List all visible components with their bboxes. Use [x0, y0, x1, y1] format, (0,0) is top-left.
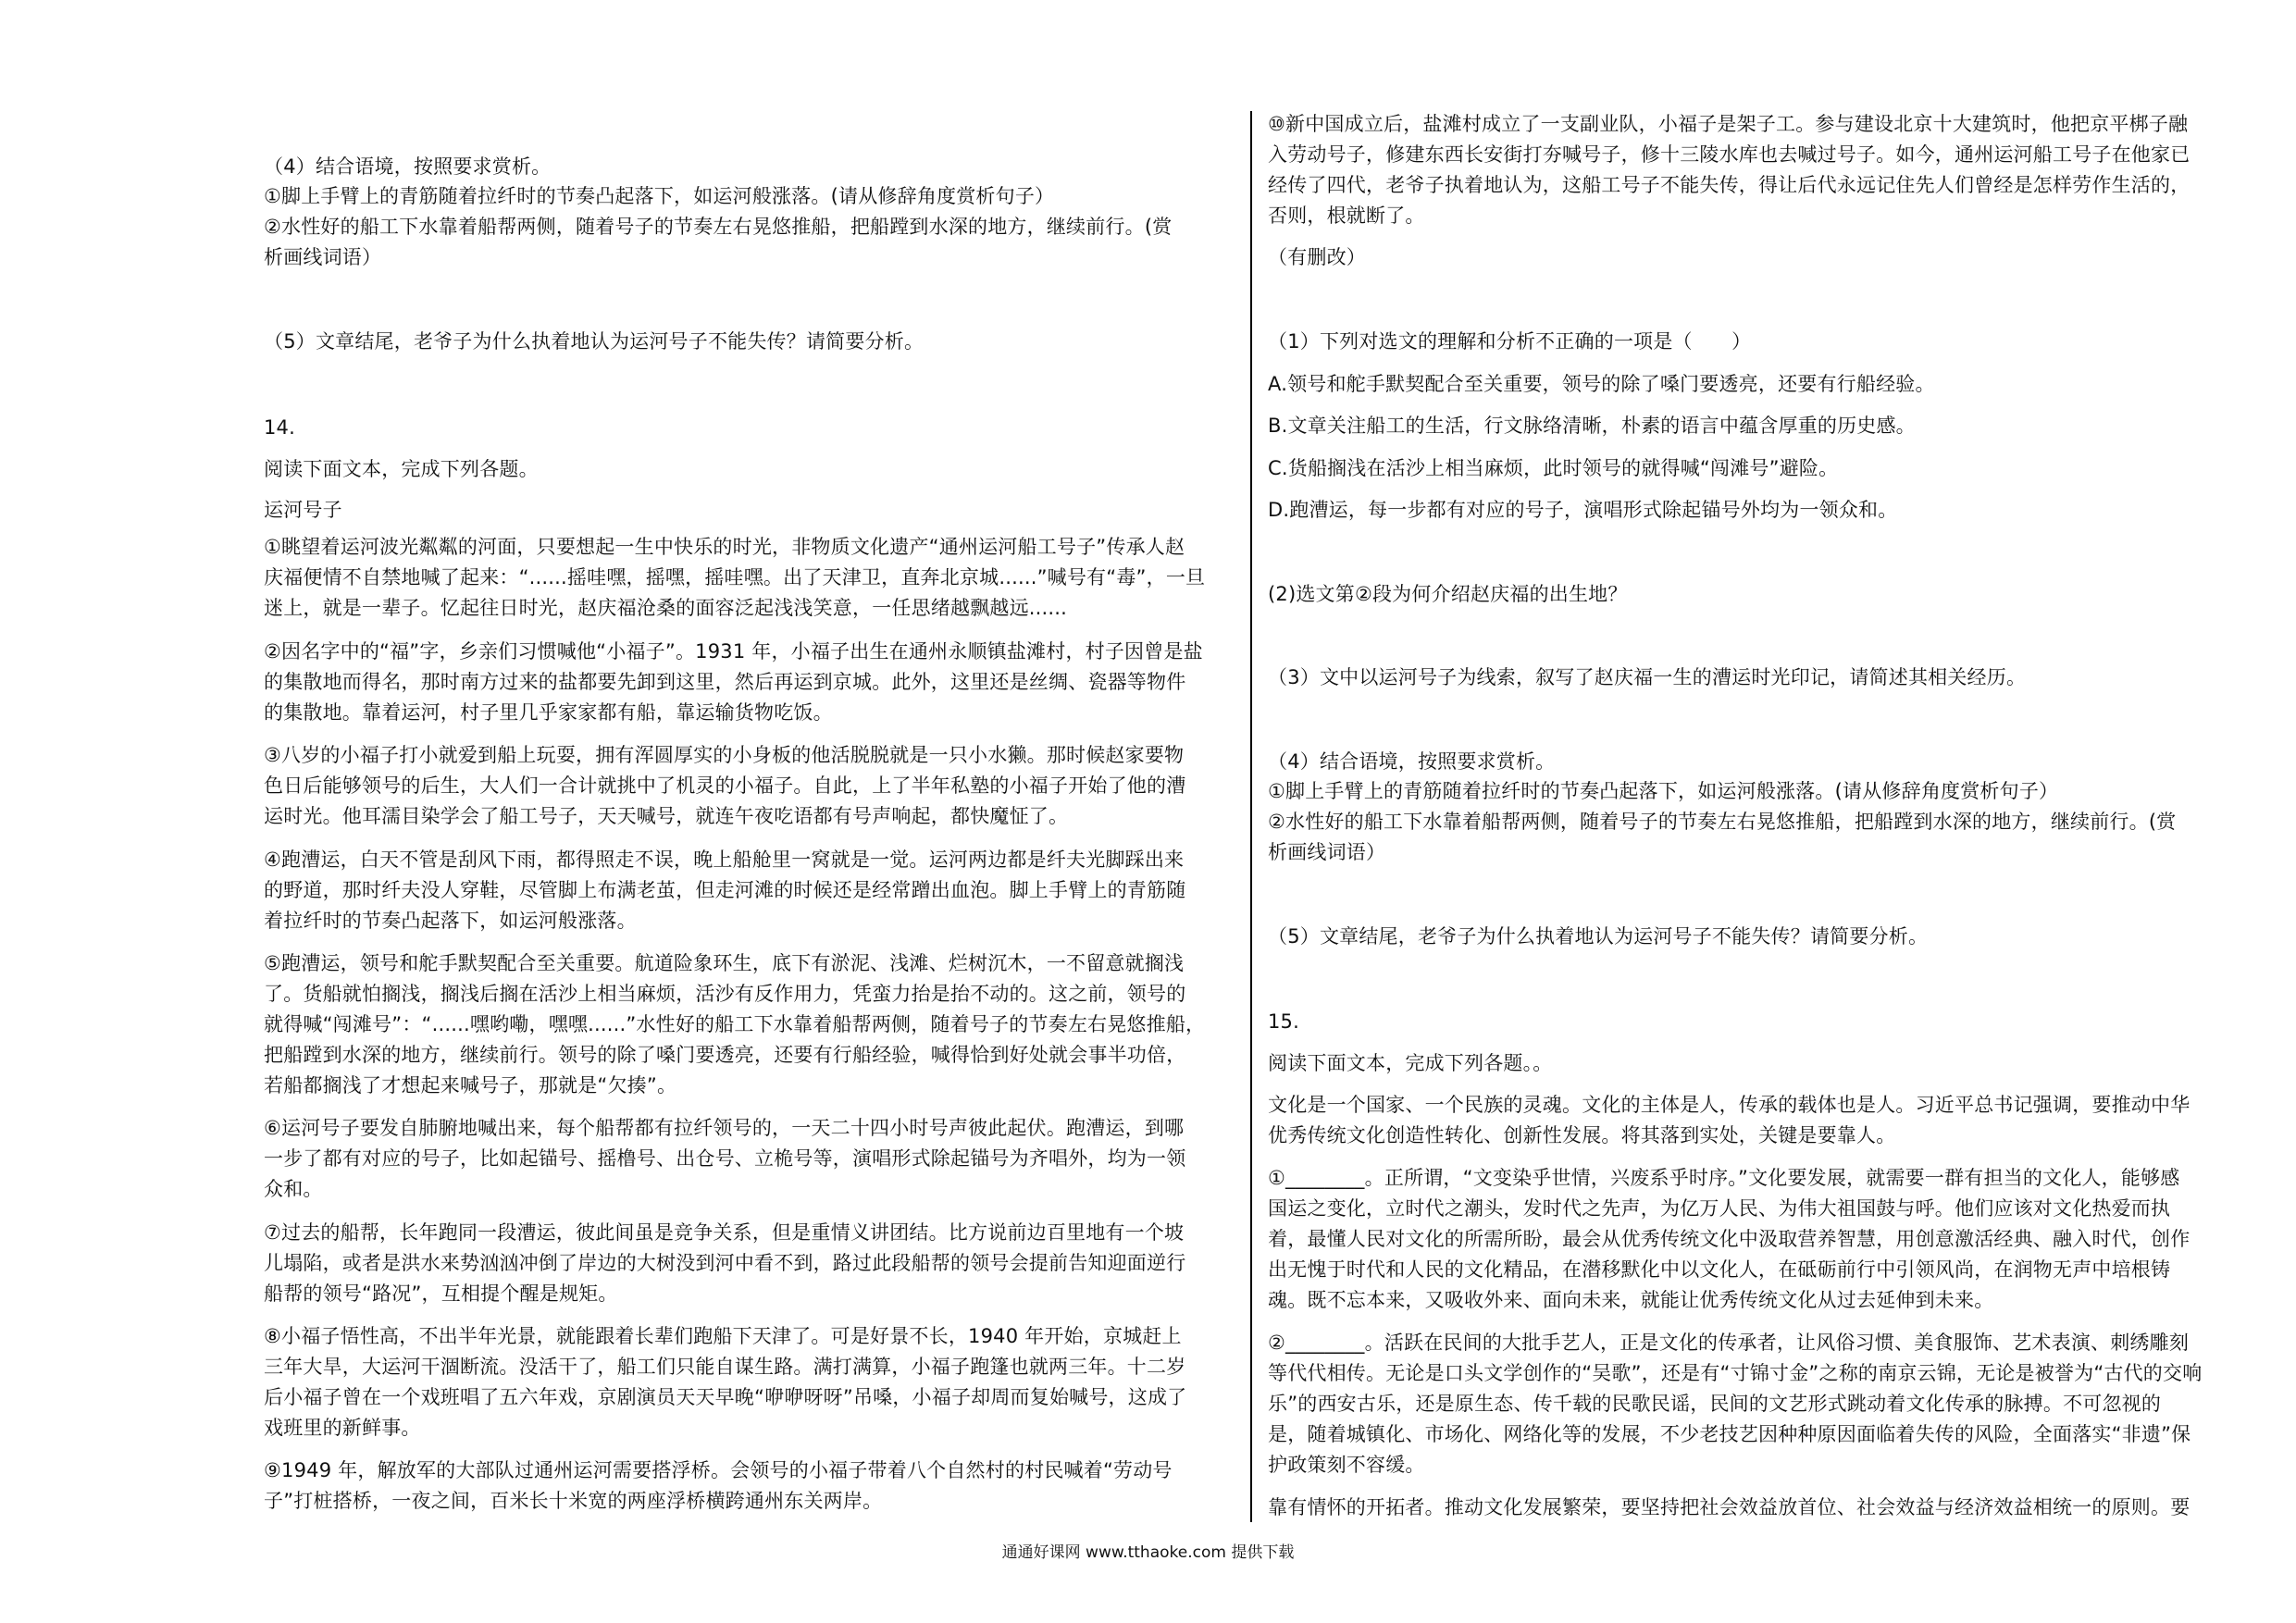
text-line: （3）文中以运河号子为线索，叙写了赵庆福一生的漕运时光印记，请简述其相关经历。 — [1268, 666, 2027, 688]
text-line: 一步了都有对应的号子，比如起锚号、摇橹号、出仓号、立桅号等，演唱形式除起锚号为齐唱外，均为一领 — [264, 1147, 1186, 1170]
text-line: 迷上，就是一辈子。忆起往日时光，赵庆福沧桑的面容泛起浅浅笑意，一任思绪越飘越远...... — [264, 597, 1068, 619]
text-line: ③八岁的小福子打小就爱到船上玩耍，拥有浑圆厚实的小身板的他活脱脱就是一只小水獭。那时候赵家要物 — [264, 744, 1185, 766]
text-line: 色日后能够领号的后生，大人们一合计就挑中了机灵的小福子。自此，上了半年私塾的小福子开始了他的漕 — [264, 774, 1186, 797]
text-line: 若船都搁浅了才想起来喊号子，那就是“欠揍”。 — [264, 1074, 677, 1096]
text-line: 文化是一个国家、一个民族的灵魂。文化的主体是人，传承的载体也是人。习近平总书记强调，要推动中华 — [1268, 1094, 2191, 1116]
text-line: （4）结合语境，按照要求赏析。 — [1268, 750, 1556, 773]
text-line: （5）文章结尾，老爷子为什么执着地认为运河号子不能失传？请简要分析。 — [264, 330, 925, 353]
text-line: 等代代相传。无论是口头文学创作的“吴歌”，还是有“寸锦寸金”之称的南京云锦，无论是被誉为“古代的交响 — [1268, 1362, 2203, 1384]
text-line: 子”打桩搭桥，一夜之间，百米长十米宽的两座浮桥横跨通州东关两岸。 — [264, 1490, 883, 1512]
text-line: A.领号和舵手默契配合至关重要，领号的除了嗓门要透亮，还要有行船经验。 — [1268, 373, 1935, 395]
text-line: ①脚上手臂上的青筋随着拉纤时的节奏凸起落下，如运河般涨落。(请从修辞角度赏析句子） — [264, 185, 1055, 207]
text-line: 的野道，那时纤夫没人穿鞋，尽管脚上布满老茧，但走河滩的时候还是经常蹭出血泡。脚上手臂上的青筋随 — [264, 879, 1186, 901]
text-line: （4）结合语境，按照要求赏析。 — [264, 155, 552, 178]
text-line: ⑦过去的船帮，长年跑同一段漕运，彼此间虽是竞争关系，但是重情义讲团结。比方说前边百里地有一个坡 — [264, 1221, 1185, 1244]
text-line: ⑧小福子悟性高，不出半年光景，就能跟着长辈们跑船下天津了。可是好景不长，1940 年开始，京城赶上 — [264, 1325, 1182, 1347]
text-line: 儿塌陷，或者是洪水来势汹汹冲倒了岸边的大树没到河中看不到，路过此段船帮的领号会提前告知迎面逆行 — [264, 1252, 1186, 1274]
text-line: 运河号子 — [264, 499, 342, 521]
text-line: 运时光。他耳濡目染学会了船工号子，天天喊号，就连午夜吃语都有号声响起，都快魔怔了。 — [264, 805, 1069, 827]
text-line: ⑩新中国成立后，盐滩村成立了一支副业队，小福子是架子工。参与建设北京十大建筑时，他把京平梆子融 — [1268, 113, 2189, 135]
text-line: 出无愧于时代和人民的文化精品，在潜移默化中以文化人，在砥砺前行中引领风尚，在润物无声中培根铸 — [1268, 1258, 2171, 1281]
text-line: 阅读下面文本，完成下列各题。。 — [1268, 1052, 1553, 1074]
text-line: 众和。 — [264, 1178, 323, 1200]
text-line: 着拉纤时的节奏凸起落下，如运河般涨落。 — [264, 910, 637, 932]
text-line: 阅读下面文本，完成下列各题。 — [264, 458, 539, 480]
text-line: 船帮的领号“路况”，互相提个醒是规矩。 — [264, 1282, 618, 1305]
text-line: （有删改） — [1268, 246, 1366, 268]
text-line: 着，最懂人民对文化的所需所盼，最会从优秀传统文化中汲取营养智慧，用创意激活经典、融入时代，创作 — [1268, 1228, 2191, 1250]
text-line: ②水性好的船工下水靠着船帮两侧，随着号子的节奏左右晃悠推船，把船蹚到水深的地方，继续前行。(赏 — [1268, 811, 2177, 833]
text-line: 魂。既不忘本来，又吸收外来、面向未来，就能让优秀传统文化从过去延伸到未来。 — [1268, 1289, 1994, 1311]
text-line: （5）文章结尾，老爷子为什么执着地认为运河号子不能失传？请简要分析。 — [1268, 925, 1929, 948]
text-line: 析画线词语） — [264, 246, 382, 268]
text-line: 三年大旱，大运河干涸断流。没活干了，船工们只能自谋生路。满打满算，小福子跑篷也就两三年。十二岁 — [264, 1356, 1186, 1378]
text-line: 经传了四代，老爷子执着地认为，这船工号子不能失传，得让后代永远记住先人们曾经是怎样劳作生活的， — [1268, 174, 2191, 196]
right-column — [1268, 0, 2249, 1623]
text-line: ④跑漕运，白天不管是刮风下雨，都得照走不误，晚上船舱里一窝就是一觉。运河两边都是纤夫光脚踩出来 — [264, 849, 1185, 871]
column-divider — [1250, 111, 1252, 1522]
text-line: 把船蹚到水深的地方，继续前行。领号的除了嗓门要透亮，还要有行船经验，喊得恰到好处就会事半功倍， — [264, 1044, 1186, 1066]
text-line: 国运之变化，立时代之潮头，发时代之先声，为亿万人民、为伟大祖国鼓与呼。他们应该对文化热爱而执 — [1268, 1197, 2171, 1220]
text-line: C.货船搁浅在活沙上相当麻烦，此时领号的就得喊“闯滩号”避险。 — [1268, 457, 1839, 479]
text-line: 靠有情怀的开拓者。推动文化发展繁荣，要坚持把社会效益放首位、社会效益与经济效益相统一的原则。要 — [1268, 1496, 2191, 1518]
text-line: ⑨1949 年，解放军的大部队过通州运河需要搭浮桥。会领号的小福子带着八个自然村的村民喊着“劳动号 — [264, 1459, 1173, 1481]
text-line: 15. — [1268, 1010, 1299, 1033]
text-line: 析画线词语） — [1268, 841, 1386, 863]
text-line: B.文章关注船工的生活，行文脉络清晰，朴素的语言中蕴含厚重的历史感。 — [1268, 415, 1916, 437]
text-line: 是，随着城镇化、市场化、网络化等的发展，不少老技艺因种种原因面临着失传的风险，全面落实“非遗”保 — [1268, 1423, 2191, 1445]
text-line: D.跑漕运，每一步都有对应的号子，演唱形式除起锚号外均为一领众和。 — [1268, 499, 1898, 521]
text-line: 优秀传统文化创造性转化、创新性发展。将其落到实处，关键是要靠人。 — [1268, 1124, 1896, 1146]
text-line: （1）下列对选文的理解和分析不正确的一项是（ ） — [1268, 330, 1752, 353]
text-line: 戏班里的新鲜事。 — [264, 1417, 421, 1439]
text-line: ②________。活跃在民间的大批手艺人，正是文化的传承者，让风俗习惯、美食服饰、艺术表演、刺绣雕刻 — [1268, 1332, 2190, 1354]
text-line: 否则，根就断了。 — [1268, 204, 1425, 227]
text-line: 庆福便情不自禁地喊了起来：“......摇哇嘿，摇嘿，摇哇嘿。出了天津卫，直奔北京城......”喊号有“毒”，一旦 — [264, 566, 1206, 588]
text-line: 就得喊“闯滩号”：“......嘿哟嘞，嘿嘿......”水性好的船工下水靠着船帮两侧，随着号子的节奏左右晃悠推船， — [264, 1013, 1206, 1035]
text-line: 的集散地而得名，那时南方过来的盐都要先卸到这里，然后再运到京城。此外，这里还是丝绸、瓷器等物件 — [264, 671, 1186, 693]
left-column — [264, 0, 1234, 1623]
text-line: ⑥运河号子要发自肺腑地喊出来，每个船帮都有拉纤领号的，一天二十四小时号声彼此起伏。跑漕运，到哪 — [264, 1117, 1185, 1139]
text-line: 后小福子曾在一个戏班唱了五六年戏，京剧演员天天早晚“咿咿呀呀”吊嗓，小福子却周而复始喊号，这成了 — [264, 1386, 1187, 1408]
text-line: 护政策刻不容缓。 — [1268, 1454, 1425, 1476]
text-line: 乐”的西安古乐，还是原生态、传千载的民歌民谣，民间的文艺形式跳动着文化传承的脉搏。不可忽视的 — [1268, 1393, 2162, 1415]
text-line: 14. — [264, 416, 295, 439]
text-line: ①眺望着运河波光粼粼的河面，只要想起一生中快乐的时光，非物质文化遗产“通州运河船工号子”传承人赵 — [264, 536, 1185, 558]
text-line: 入劳动号子，修建东西长安街打夯喊号子，修十三陵水库也去喊过号子。如今，通州运河船工号子在他家已 — [1268, 143, 2191, 166]
text-line: ①脚上手臂上的青筋随着拉纤时的节奏凸起落下，如运河般涨落。(请从修辞角度赏析句子） — [1268, 780, 2059, 802]
text-line: ⑤跑漕运，领号和舵手默契配合至关重要。航道险象环生，底下有淤泥、浅滩、烂树沉木，一不留意就搁浅 — [264, 952, 1185, 974]
text-line: ①________。正所谓，“文变染乎世情，兴废系乎时序。”文化要发展，就需要一群有担当的文化人，能够感 — [1268, 1167, 2180, 1189]
text-line: ②因名字中的“福”字，乡亲们习惯喊他“小福子”。1931 年，小福子出生在通州永顺镇盐滩村，村子因曾是盐 — [264, 640, 1203, 663]
text-line: (2)选文第②段为何介绍赵庆福的出生地？ — [1268, 583, 1628, 605]
page-footer: 通通好课网 www.tthaoke.com 提供下载 — [1001, 1543, 1295, 1562]
text-line: 的集散地。靠着运河，村子里几乎家家都有船，靠运输货物吃饭。 — [264, 701, 833, 724]
text-line: 了。货船就怕搁浅，搁浅后搁在活沙上相当麻烦，活沙有反作用力，凭蛮力抬是抬不动的。这之前，领号的 — [264, 983, 1186, 1005]
text-line: ②水性好的船工下水靠着船帮两侧，随着号子的节奏左右晃悠推船，把船蹚到水深的地方，继续前行。(赏 — [264, 216, 1173, 238]
